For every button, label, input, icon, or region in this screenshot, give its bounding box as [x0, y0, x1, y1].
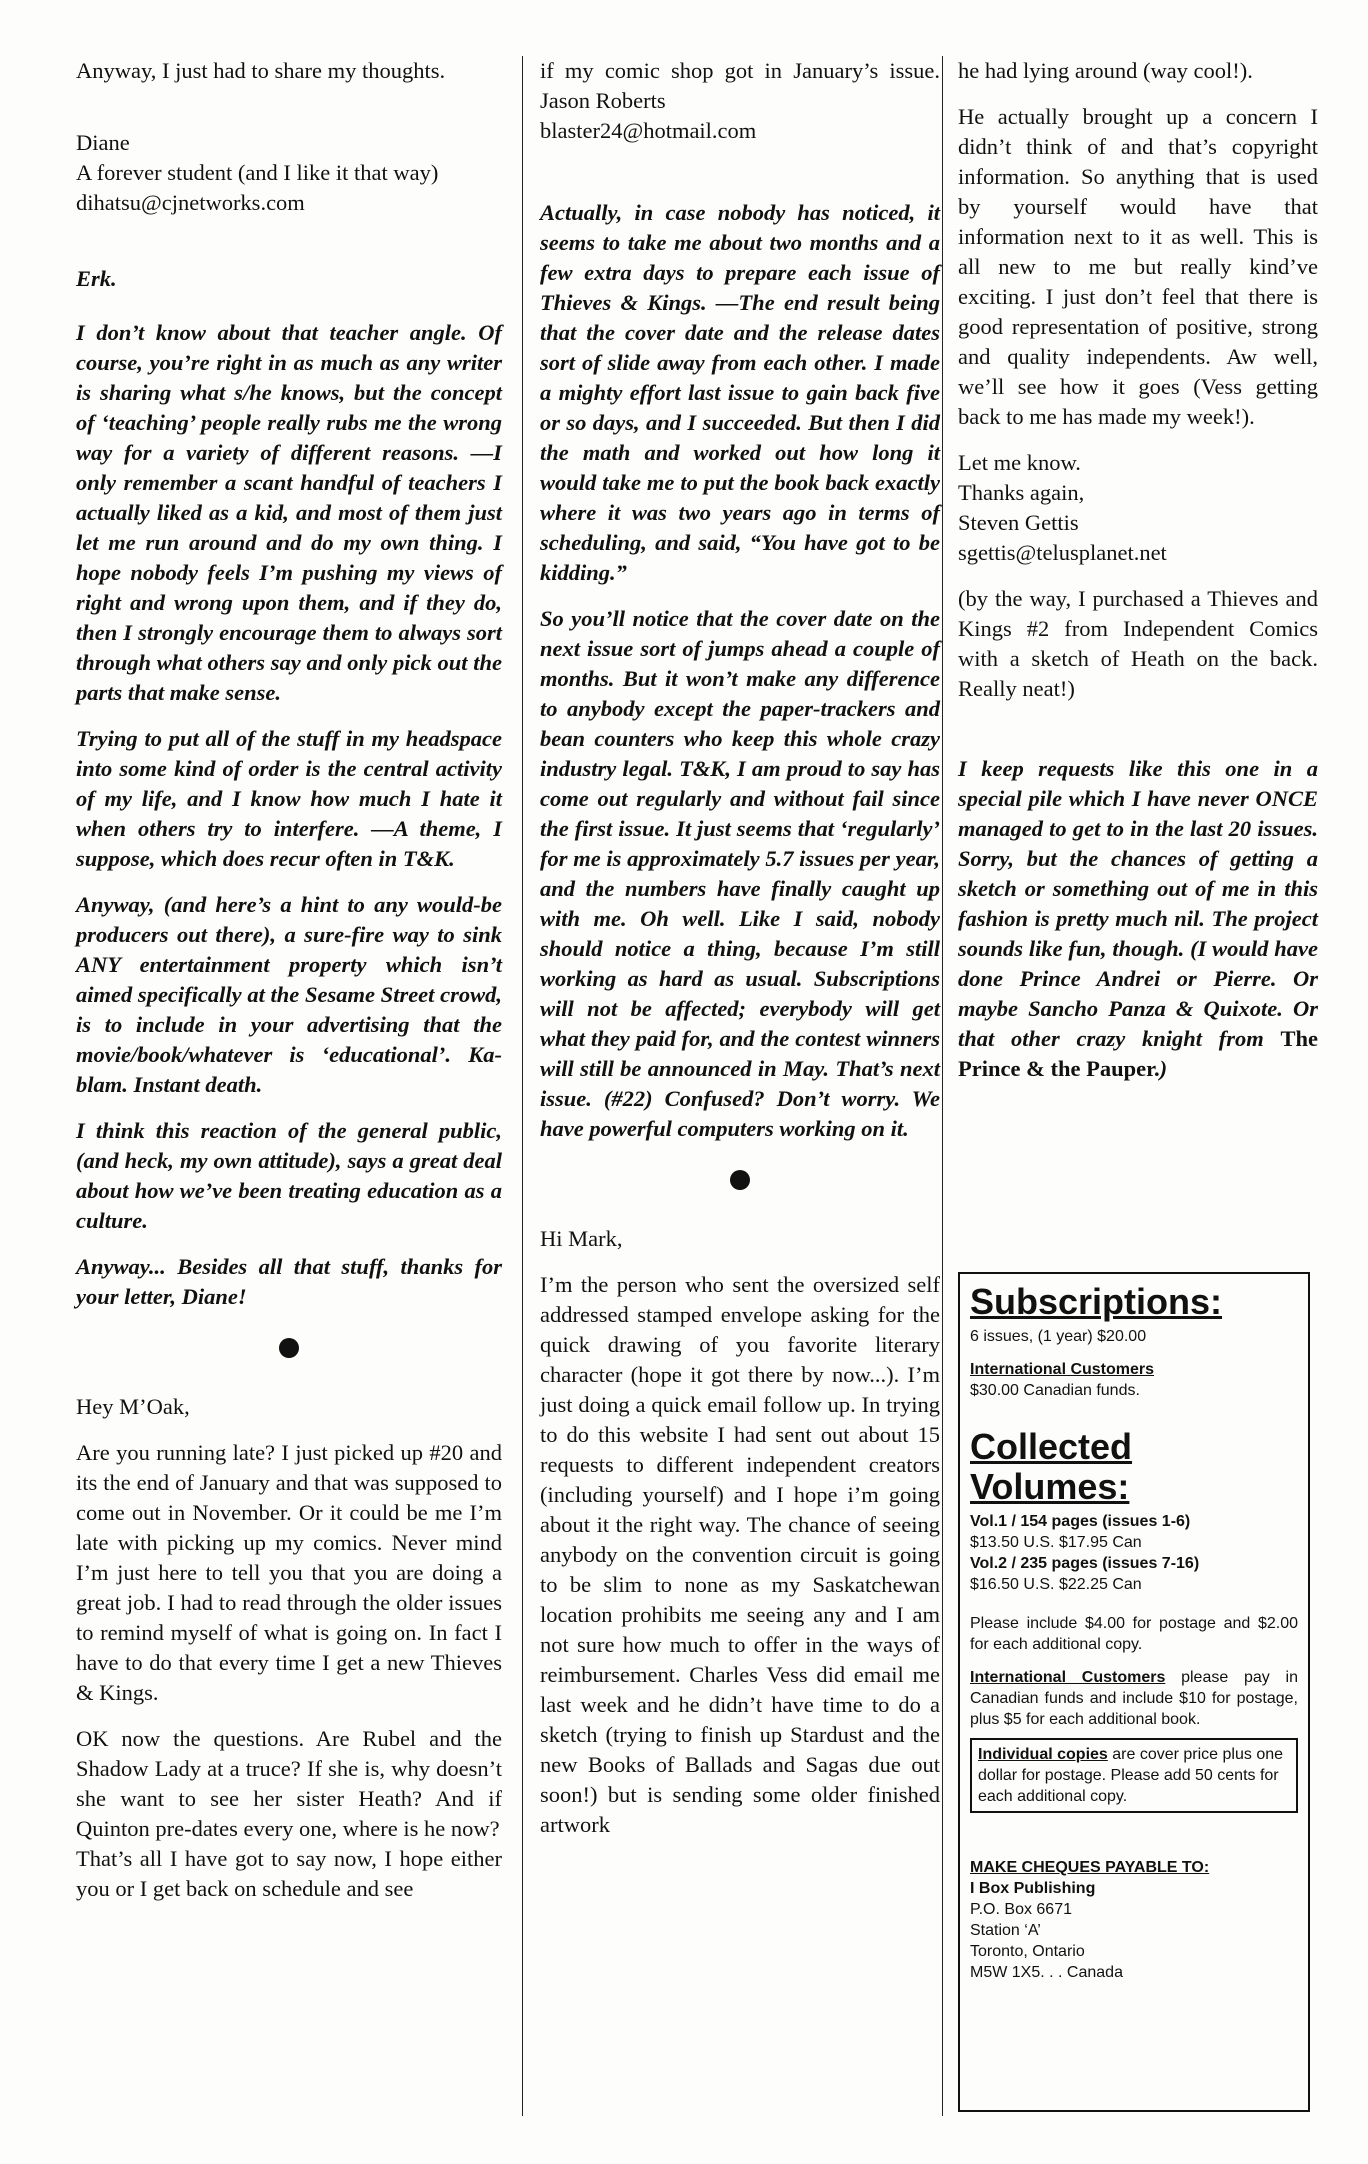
- letter-greeting: Hey M’Oak,: [76, 1394, 190, 1419]
- cheques-heading: MAKE CHEQUES PAYABLE TO:: [970, 1859, 1210, 1876]
- international-note: [970, 1667, 1298, 1730]
- collected-volumes-title: Collected Volumes:: [970, 1426, 1133, 1507]
- reply-paragraph: [958, 754, 1318, 1084]
- column-2: [540, 56, 940, 1856]
- volume-2-price: $16.50 U.S. $22.25 Can: [970, 1576, 1142, 1593]
- letter-text: (by the way, I purchased a Thieves and Kings #2 from Independent Comics with a sketch of Heath on the back. Really neat!): [958, 586, 1318, 701]
- letter-text: Anyway, I just had to share my thoughts.: [76, 58, 446, 83]
- address-line: M5W 1X5. . . Canada: [970, 1964, 1123, 1981]
- column-1: [76, 56, 502, 1920]
- letter-email: blaster24@hotmail.com: [540, 118, 757, 143]
- subscriptions-box: [958, 1272, 1310, 2112]
- subscriptions-title: Subscriptions:: [970, 1281, 1223, 1322]
- column-3: [958, 56, 1318, 1100]
- address-line: Toronto, Ontario: [970, 1943, 1085, 1960]
- volume-1: Vol.1 / 154 pages (issues 1-6): [970, 1513, 1191, 1530]
- payee: I Box Publishing: [970, 1880, 1096, 1897]
- international-note-text: please pay in Canadian funds and include $10 for postage, plus $5 for each additional book.: [970, 1669, 1299, 1728]
- signature-name: Diane: [76, 130, 130, 155]
- reply-close-paren: ): [1159, 1056, 1168, 1081]
- letter-text: he had lying around (way cool!).: [958, 58, 1253, 83]
- reply-paragraph: I don’t know about that teacher angle. Of course, you’re right in as much as any writer is sharing what s/he knows, but the concept of ‘teaching’ people really rubs me the wrong way for a variety of different reasons. —I only remember a scant handful of teachers I actually liked as a kid, and most of them just let me run around and do my own thing. I hope nobody feels I’m pushing my views of right and wrong upon them, and if they do, then I strongly encourage them to always sort through what others say and only pick out the parts that make sense.: [76, 320, 502, 705]
- letter-text: if my comic shop got in January’s issue. Jason Roberts: [540, 58, 940, 113]
- international-label-2: International Customers: [970, 1669, 1166, 1686]
- reply-paragraph: Actually, in case nobody has noticed, it seems to take me about two months and a few extra days to prepare each issue of Thieves & Kings. —The end result being that the cover date and the release dates sort of slide away from each other. I made a mighty effort last issue to gain back five or so days, and I succeeded. But then I did the math and worked out how long it would take me to put the book back exactly where it was two years ago in terms of scheduling, and said, “You have got to be kidding.”: [540, 200, 940, 585]
- international-label: International Customers: [970, 1361, 1155, 1378]
- section-bullet: [730, 1170, 750, 1190]
- book-title: The Prince & the Pauper.: [958, 1026, 1319, 1081]
- column-rule-right: [942, 56, 943, 2116]
- reply-paragraph: Anyway, (and here’s a hint to any would-be producers out there), a sure-fire way to sink ANY entertainment property which isn’t aimed specifically at the Sesame Street crowd, is to include in your advertising that the movie/book/whatever is ‘educational’. Ka-blam. Instant death.: [76, 892, 502, 1097]
- international-price: $30.00 Canadian funds.: [970, 1382, 1140, 1399]
- individual-copies-text: are cover price plus one dollar for postage. Please add 50 cents for each additional copy.: [978, 1746, 1284, 1805]
- address-line: Station ‘A’: [970, 1922, 1041, 1939]
- signature-email: sgettis@telusplanet.net: [958, 540, 1167, 565]
- reply-paragraph: Trying to put all of the stuff in my headspace into some kind of order is the central activity of my life, and I know how much I hate it when others try to interfere. —A theme, I suppose, which does recur often in T&K.: [76, 726, 502, 871]
- column-rule-left: [522, 56, 523, 2116]
- section-bullet: [279, 1338, 299, 1358]
- letter-text: That’s all I have got to say now, I hope either you or I get back on schedule and see: [76, 1846, 502, 1901]
- letter-text: OK now the questions. Are Rubel and the Shadow Lady at a truce? If she is, why doesn’t she want to see her sister Heath? And if Quinton pre-dates every one, where is he now?: [76, 1726, 502, 1841]
- letter-text: I’m the person who sent the oversized self addressed stamped envelope asking for the quick drawing of you favorite literary character (hope it got there by now...). I’m just doing a quick email follow up. In trying to do this website I had sent out about 15 requests to different independent creators (including yourself) and I hope i’m going about it the right way. The chance of seeing anybody on the convention circuit is going to be slim to none as my Saskatchewan location prohibits me seeing any and I am not sure how much to offer in the ways of reimbursement. Charles Vess did email me last week and he didn’t have time to do a sketch (trying to finish up Stardust and the new Books of Ballads and Sagas due out soon!) but is sending some older finished artwork: [540, 1272, 940, 1837]
- signature-line: Thanks again,: [958, 480, 1085, 505]
- volume-2: Vol.2 / 235 pages (issues 7-16): [970, 1555, 1200, 1572]
- individual-copies-label: Individual copies: [978, 1746, 1108, 1763]
- signature-line: Let me know.: [958, 450, 1081, 475]
- individual-copies-box: [970, 1738, 1298, 1813]
- reply-paragraph: So you’ll notice that the cover date on the next issue sort of jumps ahead a couple of months. But it won’t make any difference to anybody except the paper-trackers and bean counters who keep this whole crazy industry legal. T&K, I am proud to say has come out regularly and without fail since the first issue. It just seems that ‘regularly’ for me is approximately 5.7 issues per year, and the numbers have finally caught up with me. Oh well. Like I said, nobody should notice a thing, because I’m still working as hard as usual. Subscriptions will not be affected; everybody will get what they paid for, and the contest winners will still be announced in May. That’s next issue. (#22) Confused? Don’t worry. We have powerful computers working on it.: [540, 606, 940, 1141]
- reply-heading: Erk.: [76, 266, 117, 291]
- letter-text: Are you running late? I just picked up #20 and its the end of January and that was supposed to come out in November. Or it could be me I’m late with picking up my comics. Never mind I’m just here to tell you that you are doing a great job. I had to read through the older issues to remind myself of what is going on. In fact I have to do that every time I get a new Thieves & Kings.: [76, 1440, 502, 1705]
- subscription-price: 6 issues, (1 year) $20.00: [970, 1328, 1147, 1345]
- reply-paragraph: I think this reaction of the general public, (and heck, my own attitude), says a great deal about how we’ve been treating education as a culture.: [76, 1118, 502, 1233]
- signature-line: A forever student (and I like it that way): [76, 160, 439, 185]
- signature-email: dihatsu@cjnetworks.com: [76, 190, 305, 215]
- reply-text: I keep requests like this one in a special pile which I have never ONCE managed to get to in the last 20 issues. Sorry, but the chances of getting a sketch or something out of me in this fashion is pretty much nil. The project sounds like fun, though. (I would have done Prince Andrei or Pierre. Or maybe Sancho Panza & Quixote. Or that other crazy knight from: [958, 756, 1318, 1051]
- letter-greeting: Hi Mark,: [540, 1226, 623, 1251]
- volume-1-price: $13.50 U.S. $17.95 Can: [970, 1534, 1142, 1551]
- postage-note: Please include $4.00 for postage and $2.00 for each additional copy.: [970, 1615, 1298, 1653]
- letter-text: He actually brought up a concern I didn’t think of and that’s copyright information. So anything that is used by yourself would have that information next to it as well. This is all new to me but really kind’ve exciting. I just don’t feel that there is good representation of positive, strong and quality independents. Aw well, we’ll see how it goes (Vess getting back to me has made my week!).: [958, 104, 1318, 429]
- reply-paragraph: Anyway... Besides all that stuff, thanks for your letter, Diane!: [76, 1254, 502, 1309]
- signature-name: Steven Gettis: [958, 510, 1079, 535]
- address-line: P.O. Box 6671: [970, 1901, 1072, 1918]
